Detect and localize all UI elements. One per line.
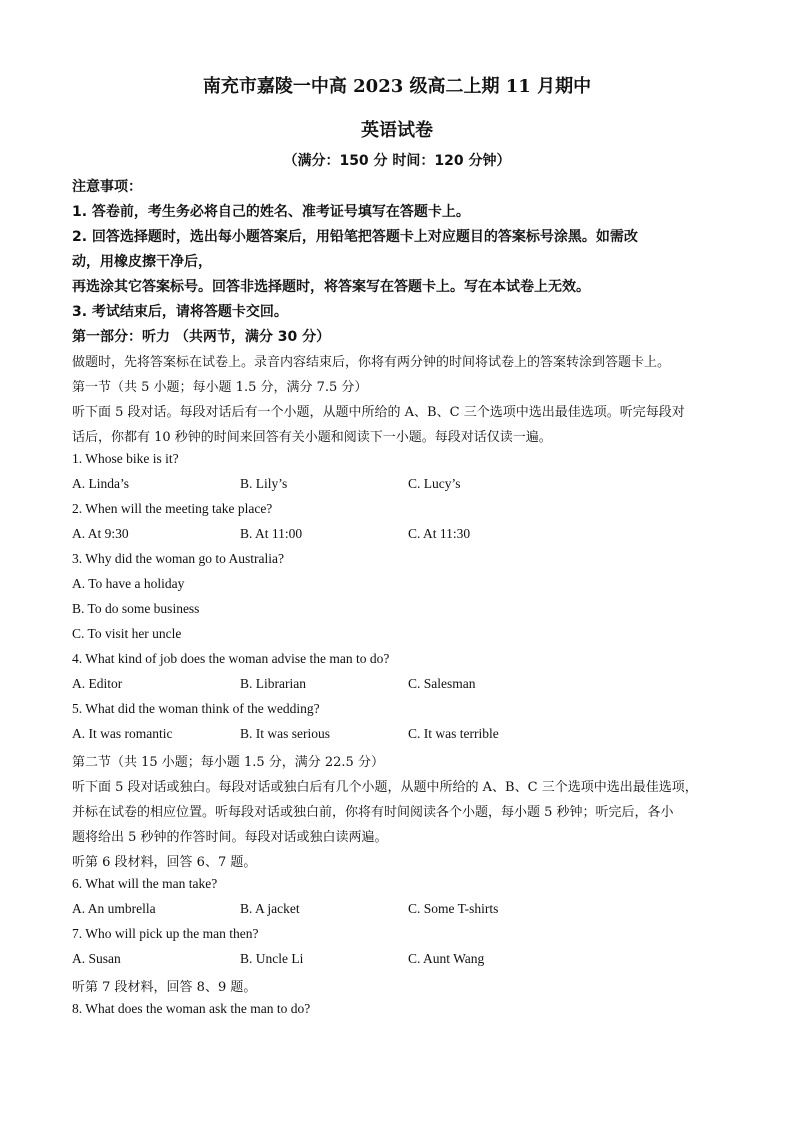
option-a: A. Susan [72, 951, 121, 966]
section2-instruction: 听下面 5 段对话或独白。每段对话或独白后有几个小题，从题中所给的 A、B、C 三个选项中选出最佳选项， [72, 780, 698, 795]
option-b: B. It was serious [240, 726, 330, 741]
notice-heading: 注意事项： [72, 179, 142, 195]
question-stem: 7. Who will pick up the man then? [72, 926, 259, 941]
option-c: C. At 11:30 [408, 526, 471, 541]
option-a: A. Editor [72, 676, 123, 691]
section1-heading: 第一节（共 5 小题；每小题 1.5 分，满分 7.5 分） [72, 380, 368, 395]
option-c: C. Lucy’s [408, 476, 461, 491]
section2-instruction: 并标在试卷的相应位置。听每段对话或独白前，你将有时间阅读各个小题，每小题 5 秒钟；听完后，各小 [72, 805, 674, 820]
question-stem: 3. Why did the woman go to Australia? [72, 551, 284, 566]
option-b: B. To do some business [72, 601, 200, 616]
option-a: A. At 9:30 [72, 526, 129, 541]
score-time: （满分：150 分 时间：120 分钟） [283, 153, 511, 169]
notice-item: 1. 答卷前，考生务必将自己的姓名、准考证号填写在答题卡上。 [72, 204, 470, 220]
notice-item: 3. 考试结束后，请将答题卡交回。 [72, 304, 288, 320]
option-b: B. At 11:00 [240, 526, 303, 541]
exam-title: 南充市嘉陵一中高 2023 级高二上期 11 月期中 [202, 76, 592, 97]
option-c: C. Salesman [408, 676, 476, 691]
part1-heading: 第一部分：听力 （共两节，满分 30 分） [72, 329, 331, 345]
material-note: 听第 6 段材料，回答 6、7 题。 [72, 855, 257, 870]
option-c: C. To visit her uncle [72, 626, 182, 641]
question-stem: 2. When will the meeting take place? [72, 501, 273, 516]
material-note: 听第 7 段材料，回答 8、9 题。 [72, 980, 257, 995]
notice-item: 2. 回答选择题时，选出每小题答案后，用铅笔把答题卡上对应题目的答案标号涂黑。如需改 [72, 229, 638, 245]
question-stem: 8. What does the woman ask the man to do? [72, 1001, 311, 1016]
option-a: A. An umbrella [72, 901, 156, 916]
option-b: B. Librarian [240, 676, 306, 691]
option-a: A. Linda’s [72, 476, 129, 491]
section2-instruction: 题将给出 5 秒钟的作答时间。每段对话或独白读两遍。 [72, 830, 388, 845]
notice-item: 动，用橡皮擦干净后， [72, 254, 212, 270]
option-a: A. To have a holiday [72, 576, 185, 591]
option-b: B. A jacket [240, 901, 300, 916]
option-b: B. Uncle Li [240, 951, 304, 966]
section1-instruction: 听下面 5 段对话。每段对话后有一个小题，从题中所给的 A、B、C 三个选项中选出最佳选项。听完每段对 [72, 405, 685, 420]
question-stem: 6. What will the man take? [72, 876, 218, 891]
notice-item: 再选涂其它答案标号。回答非选择题时，将答案写在答题卡上。写在本试卷上无效。 [72, 279, 590, 295]
option-a: A. It was romantic [72, 726, 173, 741]
option-c: C. Some T-shirts [408, 901, 499, 916]
section2-heading: 第二节（共 15 小题；每小题 1.5 分，满分 22.5 分） [72, 755, 384, 770]
option-b: B. Lily’s [240, 476, 288, 491]
question-stem: 5. What did the woman think of the wedding? [72, 701, 320, 716]
subject-title: 英语试卷 [361, 120, 433, 141]
question-stem: 1. Whose bike is it? [72, 451, 179, 466]
part1-instruction: 做题时，先将答案标在试卷上。录音内容结束后，你将有两分钟的时间将试卷上的答案转涂到答题卡上。 [72, 355, 671, 370]
section1-instruction: 话后，你都有 10 秒钟的时间来回答有关小题和阅读下一小题。每段对话仅读一遍。 [72, 430, 552, 445]
option-c: C. It was terrible [408, 726, 499, 741]
option-c: C. Aunt Wang [408, 951, 485, 966]
question-stem: 4. What kind of job does the woman advise the man to do? [72, 651, 390, 666]
